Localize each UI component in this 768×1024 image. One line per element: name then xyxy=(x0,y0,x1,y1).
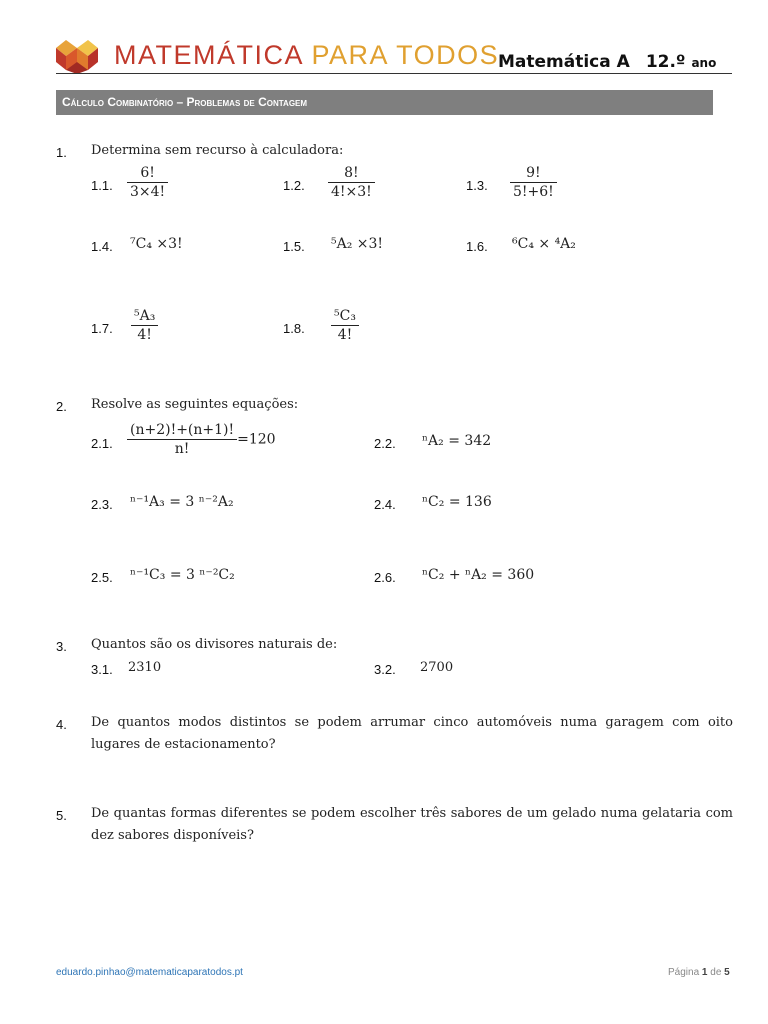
q2-item-label: 2.4. xyxy=(374,497,396,512)
q3-item-label: 3.2. xyxy=(374,662,396,677)
q2-item-expression: ⁿ⁻¹A₃ = 3 ⁿ⁻²A₂ xyxy=(130,494,234,510)
q4-text: De quantos modos distintos se podem arrumar cinco automóveis numa garagem com oito lugares de estacionamento? xyxy=(91,715,733,752)
section-title: Cálculo Combinatório – Problemas de Contagem xyxy=(56,90,713,115)
fraction-numerator: 9! xyxy=(510,165,557,183)
q2-text: Resolve as seguintes equações: xyxy=(91,397,299,412)
course-year-suffix: ano xyxy=(691,56,717,70)
q1-item-expression xyxy=(331,308,359,343)
q3-item-label: 3.1. xyxy=(91,662,113,677)
q1-item-expression xyxy=(510,165,557,200)
q2-item-expression: ⁿC₂ + ⁿA₂ = 360 xyxy=(422,567,535,583)
brand-logo-icon xyxy=(56,40,98,74)
q1-item-expression xyxy=(328,165,375,200)
q4-number: 4. xyxy=(56,717,67,732)
brand-part1: MATEMÁTICA xyxy=(114,40,303,70)
q1-item-label: 1.2. xyxy=(283,178,305,193)
course-name: Matemática A xyxy=(498,52,630,72)
q1-item-expression xyxy=(127,165,168,200)
fraction-numerator: ⁵C₃ xyxy=(331,308,359,326)
q2-number: 2. xyxy=(56,399,67,414)
course-year: 12.º xyxy=(645,52,686,72)
q1-item-label: 1.6. xyxy=(466,239,488,254)
page-word: Página xyxy=(668,967,700,978)
q1-item-label: 1.5. xyxy=(283,239,305,254)
q1-item-expression: ⁶C₄ × ⁴A₂ xyxy=(512,236,576,252)
fraction-denominator: 4! xyxy=(137,327,152,343)
q1-number: 1. xyxy=(56,145,67,160)
q2-item-label: 2.3. xyxy=(91,497,113,512)
header-divider xyxy=(56,73,732,74)
q3-item-value: 2700 xyxy=(420,660,454,675)
equation-rhs: =120 xyxy=(237,431,276,448)
fraction-numerator: 8! xyxy=(328,165,375,183)
page-number xyxy=(668,967,730,978)
course-title xyxy=(498,52,716,72)
q1-item-expression: ⁵A₂ ×3! xyxy=(331,236,384,252)
brand-name xyxy=(114,40,499,71)
q1-item-label: 1.4. xyxy=(91,239,113,254)
footer-email[interactable]: eduardo.pinhao@matematicaparatodos.pt xyxy=(56,967,243,978)
fraction-denominator: n! xyxy=(174,441,190,457)
brand-part2: PARA TODOS xyxy=(311,40,500,70)
q2-item-label: 2.2. xyxy=(374,436,396,451)
q2-item-label: 2.6. xyxy=(374,570,396,585)
q1-text: Determina sem recurso à calculadora: xyxy=(91,143,344,158)
q1-item-expression: ⁷C₄ ×3! xyxy=(130,236,183,252)
q3-item-value: 2310 xyxy=(128,660,162,675)
q2-item-expression xyxy=(127,422,276,457)
q5-number: 5. xyxy=(56,808,67,823)
q2-item-label: 2.1. xyxy=(91,436,113,451)
q1-item-label: 1.3. xyxy=(466,178,488,193)
page-total: 5 xyxy=(724,967,730,978)
q2-item-expression: ⁿA₂ = 342 xyxy=(422,433,492,449)
page-of: de xyxy=(710,967,722,978)
q1-item-label: 1.1. xyxy=(91,178,113,193)
q1-item-label: 1.8. xyxy=(283,321,305,336)
fraction-denominator: 5!+6! xyxy=(513,184,554,200)
q1-item-label: 1.7. xyxy=(91,321,113,336)
q5-text: De quantas formas diferentes se podem escolher três sabores de um gelado numa gelataria com dez sabores disponíveis? xyxy=(91,806,733,843)
fraction-numerator: 6! xyxy=(127,165,168,183)
q3-text: Quantos são os divisores naturais de: xyxy=(91,637,338,652)
fraction-denominator: 4! xyxy=(337,327,353,343)
fraction-numerator: ⁵A₃ xyxy=(131,308,158,326)
q1-item-expression xyxy=(131,308,158,343)
fraction-denominator: 4!×3! xyxy=(331,184,372,200)
fraction-numerator: (n+2)!+(n+1)! xyxy=(127,422,237,440)
fraction-denominator: 3×4! xyxy=(130,184,166,200)
page-current: 1 xyxy=(701,967,708,978)
q3-number: 3. xyxy=(56,639,67,654)
q2-item-expression: ⁿ⁻¹C₃ = 3 ⁿ⁻²C₂ xyxy=(130,567,235,583)
q2-item-label: 2.5. xyxy=(91,570,113,585)
q2-item-expression: ⁿC₂ = 136 xyxy=(422,494,492,510)
